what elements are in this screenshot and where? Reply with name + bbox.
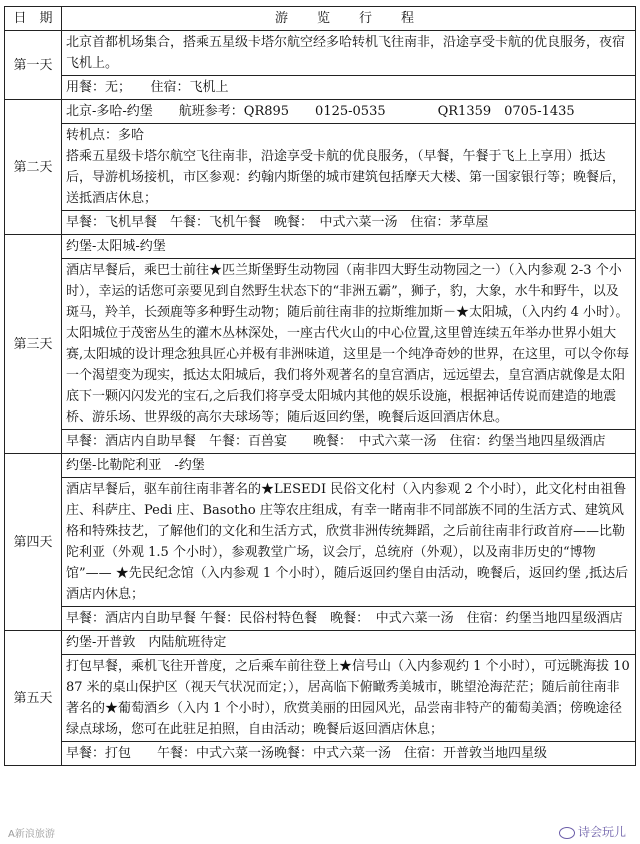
day-plan [62, 100, 636, 235]
day-plan [62, 454, 636, 631]
day-route: 约堡-开普敦 内陆航班待定 [62, 631, 635, 655]
day-meals: 早餐：打包 午餐：中式六菜一汤晚餐：中式六菜一汤 住宿：开普敦当地四星级 [66, 746, 548, 761]
day-body: 酒店早餐后，乘巴士前往★匹兰斯堡野生动物园（南非四大野生动物园之一）（入内参观 2-3 个小时），幸运的话您可亲要见到自然野生状态下的“非洲五霸”，狮子，豹，大象，水牛和野牛，以及斑马，羚羊，长颈鹿等多种野生动物；随后前往南非的拉斯维加斯－★太阳城，（入内约 4 小时）。太阳城位于茂密丛生的灌木丛林深处，一座古代火山的中心位置,这里曾连续五年举办世界小姐大赛,太阳城的设计理念独具匠心并极有非洲味道，这里是一个纯净奇妙的世界，在这里，可以令你每一个渴望变为现实，抵达太阳城后，我们将外观著名的皇宫酒店，远远望去，皇宫酒店就像是太阳底下一颗闪闪发光的宝石,之后我们将享受太阳城内其他的娱乐设施，根据神话传说而建造的地震桥、游乐场、世界级的高尔夫球场等；随后返回约堡，晚餐后返回酒店休息。 [62, 259, 635, 430]
day-body: 酒店早餐后，驱车前往南非著名的★LESEDI 民俗文化村（入内参观 2 个小时），此文化村由祖鲁庄、科萨庄、Pedi 庄、Basotho 庄等农庄组成，有幸一睹南非不同部族不同的生活方式、建筑风格和特殊技艺，了解他们的文化和生活方式，欣赏非洲传统舞蹈，之后前往南非行政首府——比勒陀利亚（外观 1.5 个小时），参观教堂广场，议会厅，总统府（外观），以及南非历史的“博物馆”—— ★先民纪念馆（入内参观 1 个小时），随后返回约堡自由活动，晚餐后，返回约堡 ,抵达后酒店内休息； [62, 478, 635, 607]
day-body: 北京首都机场集合，搭乘五星级卡塔尔航空经多哈转机飞往南非，沿途享受卡航的优良服务，夜宿飞机上。 [62, 31, 635, 76]
day-label: 第三天 [5, 235, 62, 454]
day-plan [62, 631, 636, 766]
credit-watermark: A新浪旅游 [8, 829, 55, 840]
day-route: 约堡-太阳城-约堡 [62, 235, 635, 259]
day-body [62, 124, 635, 211]
day-meals: 早餐：酒店内自助早餐 午餐：民俗村特色餐 晚餐： 中式六菜一汤 住宿：约堡当地四星级酒店 [66, 611, 623, 626]
day-body: 打包早餐，乘机飞往开普度，之后乘车前往登上★信号山（入内参观约 1 个小时），可远眺海拔 1087 米的桌山保护区（视天气状况而定；），居高临下俯瞰秀美城市，眺望沧海茫茫；随后前往南非著名的★葡萄酒乡（入内 1 个小时），欣赏美丽的田园风光，品尝南非特产的葡萄美酒；傍晚途径绿点球场，您可在此驻足拍照，自由活动；晚餐后返回酒店休息； [62, 655, 635, 742]
day-plan [62, 31, 636, 100]
day-route: 北京-多哈-约堡 航班参考：QR895 0125-0535 QR1359 0705-1435 [62, 100, 635, 124]
itinerary-table [4, 6, 636, 766]
day-row [5, 454, 636, 631]
plan-column-header: 游 览 行 程 [62, 7, 636, 31]
day-label: 第二天 [5, 100, 62, 235]
day-route: 约堡-比勒陀利亚 -约堡 [62, 454, 635, 478]
day-plan [62, 235, 636, 454]
date-column-header: 日 期 [5, 7, 62, 31]
day-label: 第一天 [5, 31, 62, 100]
day-row [5, 100, 636, 235]
day-label: 第四天 [5, 454, 62, 631]
watermark-text: 诗会玩儿 [577, 825, 626, 839]
day-meals: 早餐：飞机早餐 午餐：飞机午餐 晚餐： 中式六菜一汤 住宿：茅草屋 [66, 215, 489, 230]
day-row [5, 235, 636, 454]
day-meals: 早餐：酒店内自助早餐 午餐：百兽宴 晚餐： 中式六菜一汤 住宿：约堡当地四星级酒店 [66, 434, 606, 449]
day-meals: 用餐：无； 住宿：飞机上 [66, 80, 229, 95]
day-body-text: 搭乘五星级卡塔尔航空飞往南非，沿途享受卡航的优良服务，（早餐，午餐于飞上上享用）抵达后，导游机场接机，市区参观：约翰内斯堡的城市建筑包括摩天大楼、第一国家银行等；晚餐后，送抵酒店休息； [66, 149, 626, 206]
wechat-icon [559, 827, 575, 839]
day-label: 第五天 [5, 631, 62, 766]
account-watermark [559, 823, 626, 840]
day-row [5, 631, 636, 766]
day-row [5, 31, 636, 100]
transfer-point: 转机点：多哈 [66, 128, 145, 143]
header-row [5, 7, 636, 31]
